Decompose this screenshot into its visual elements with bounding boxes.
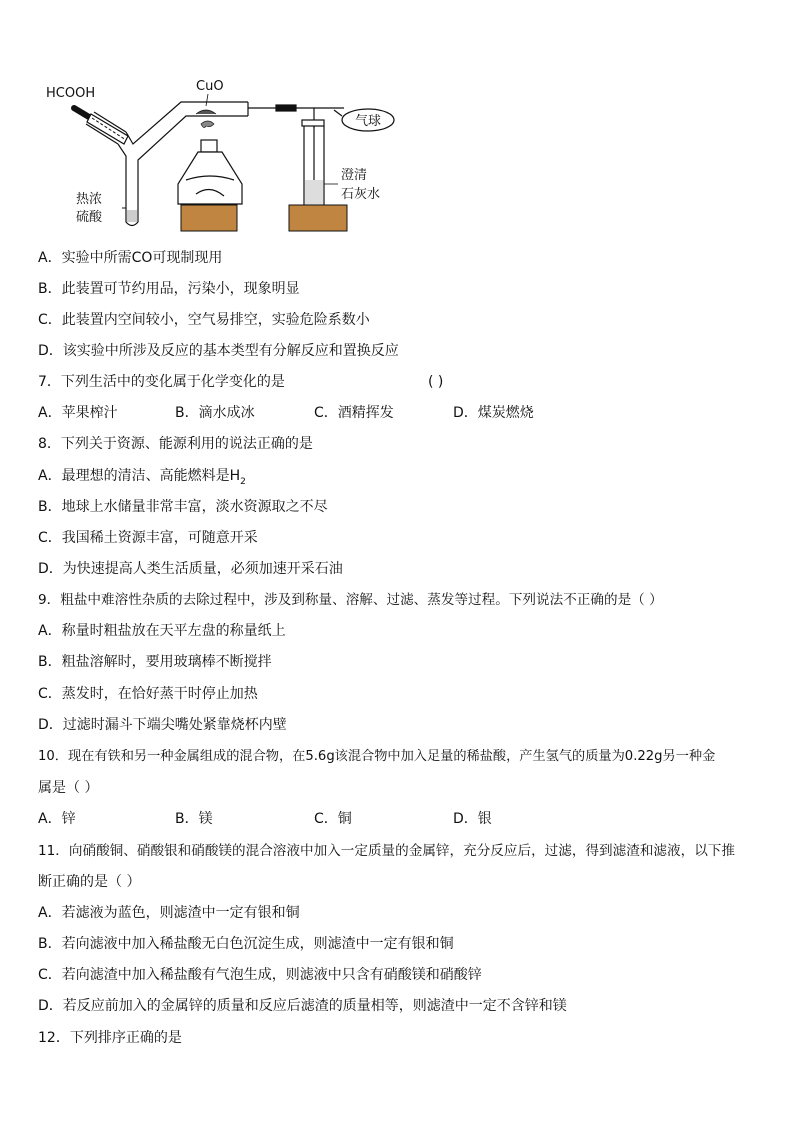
q9-stem: 9．粗盐中难溶性杂质的去除过程中，涉及到称量、溶解、过滤、蒸发等过程。下列说法不正确的是（ ） [38, 592, 663, 608]
limewater-label-line1: 澄清 [341, 168, 368, 183]
q9-option-c: C．蒸发时，在恰好蒸干时停止加热 [38, 686, 258, 702]
reaction-tube [214, 102, 248, 116]
wooden-block-left [181, 205, 237, 231]
flame-icon [201, 121, 214, 128]
q7-option-c: C．酒精挥发 [314, 405, 394, 421]
q11-option-a: A．若滤液为蓝色，则滤渣中一定有银和铜 [38, 905, 300, 921]
q8-option-c: C．我国稀土资源丰富，可随意开采 [38, 530, 258, 546]
q6-option-d: D．该实验中所涉及反应的基本类型有分解反应和置换反应 [38, 343, 399, 359]
q7-option-b: B．滴水成冰 [175, 405, 255, 421]
connecting-tube [248, 105, 344, 202]
alcohol-lamp [178, 140, 242, 204]
q6-option-c: C．此装置内空间较小，空气易排空，实验危险系数小 [38, 312, 370, 328]
q8-option-b: B．地球上水储量非常丰富，淡水资源取之不尽 [38, 499, 328, 515]
q11-stem-line2: 断正确的是（ ） [38, 874, 141, 890]
q10-stem-line1: 10．现在有铁和另一种金属组成的混合物，在5.6g该混合物中加入足量的稀盐酸，产生氢气的质量为0.22g另一种金 [38, 749, 716, 764]
q11-option-b: B．若向滤液中加入稀盐酸无白色沉淀生成，则滤渣中一定有银和铜 [38, 936, 454, 952]
apparatus-diagram [36, 72, 416, 238]
cuo-label: CuO [196, 79, 224, 94]
acid-label-line1: 热浓 [76, 192, 103, 207]
q8-option-a-subscript: 2 [240, 476, 246, 487]
q10-option-d: D．银 [453, 811, 492, 827]
q8-option-d: D．为快速提高人类生活质量，必须加速开采石油 [38, 561, 343, 577]
q11-stem-line1: 11．向硝酸铜、硝酸银和硝酸镁的混合溶液中加入一定质量的金属锌，充分反应后，过滤，得到滤渣和滤液，以下推 [38, 843, 735, 859]
q10-option-b: B．镁 [175, 811, 213, 827]
q7-option-a: A．苹果榨汁 [38, 405, 118, 421]
q7-option-d: D．煤炭燃烧 [453, 405, 534, 421]
balloon-label: 气球 [355, 114, 382, 129]
q12-stem: 12．下列排序正确的是 [38, 1030, 182, 1046]
limewater-label-line2: 石灰水 [341, 187, 381, 202]
hot-acid-liquid [127, 210, 137, 222]
q7-answer-bracket: ( ) [428, 374, 444, 390]
dropper [74, 108, 128, 144]
acid-label-line2: 硫酸 [76, 210, 103, 225]
q9-option-a: A．称量时粗盐放在天平左盘的称量纸上 [38, 623, 286, 639]
q10-option-a: A．锌 [38, 811, 76, 827]
q6-option-b: B．此装置可节约用品，污染小，现象明显 [38, 281, 300, 297]
q10-stem-line2: 属是（ ） [38, 780, 99, 796]
q8-option-a: A．最理想的清洁、高能燃料是$H_2$ [38, 468, 246, 487]
q9-option-b: B．粗盐溶解时，要用玻璃棒不断搅拌 [38, 654, 272, 670]
q8-stem: 8．下列关于资源、能源利用的说法正确的是 [38, 436, 313, 452]
q11-option-d: D．若反应前加入的金属锌的质量和反应后滤渣的质量相等，则滤渣中一定不含锌和镁 [38, 998, 567, 1014]
cuo-powder [196, 110, 216, 114]
hcooh-label: HCOOH [46, 86, 96, 101]
q10-option-c: C．铜 [314, 811, 352, 827]
q11-option-c: C．若向滤渣中加入稀盐酸有气泡生成，则滤液中只含有硝酸镁和硝酸锌 [38, 967, 482, 983]
wooden-block-right [289, 205, 347, 231]
q7-stem: 7．下列生活中的变化属于化学变化的是 [38, 374, 285, 390]
q6-option-a: A．实验中所需CO可现制现用 [38, 250, 223, 266]
q9-option-d: D．过滤时漏斗下端尖嘴处紧靠烧杯内壁 [38, 717, 287, 733]
